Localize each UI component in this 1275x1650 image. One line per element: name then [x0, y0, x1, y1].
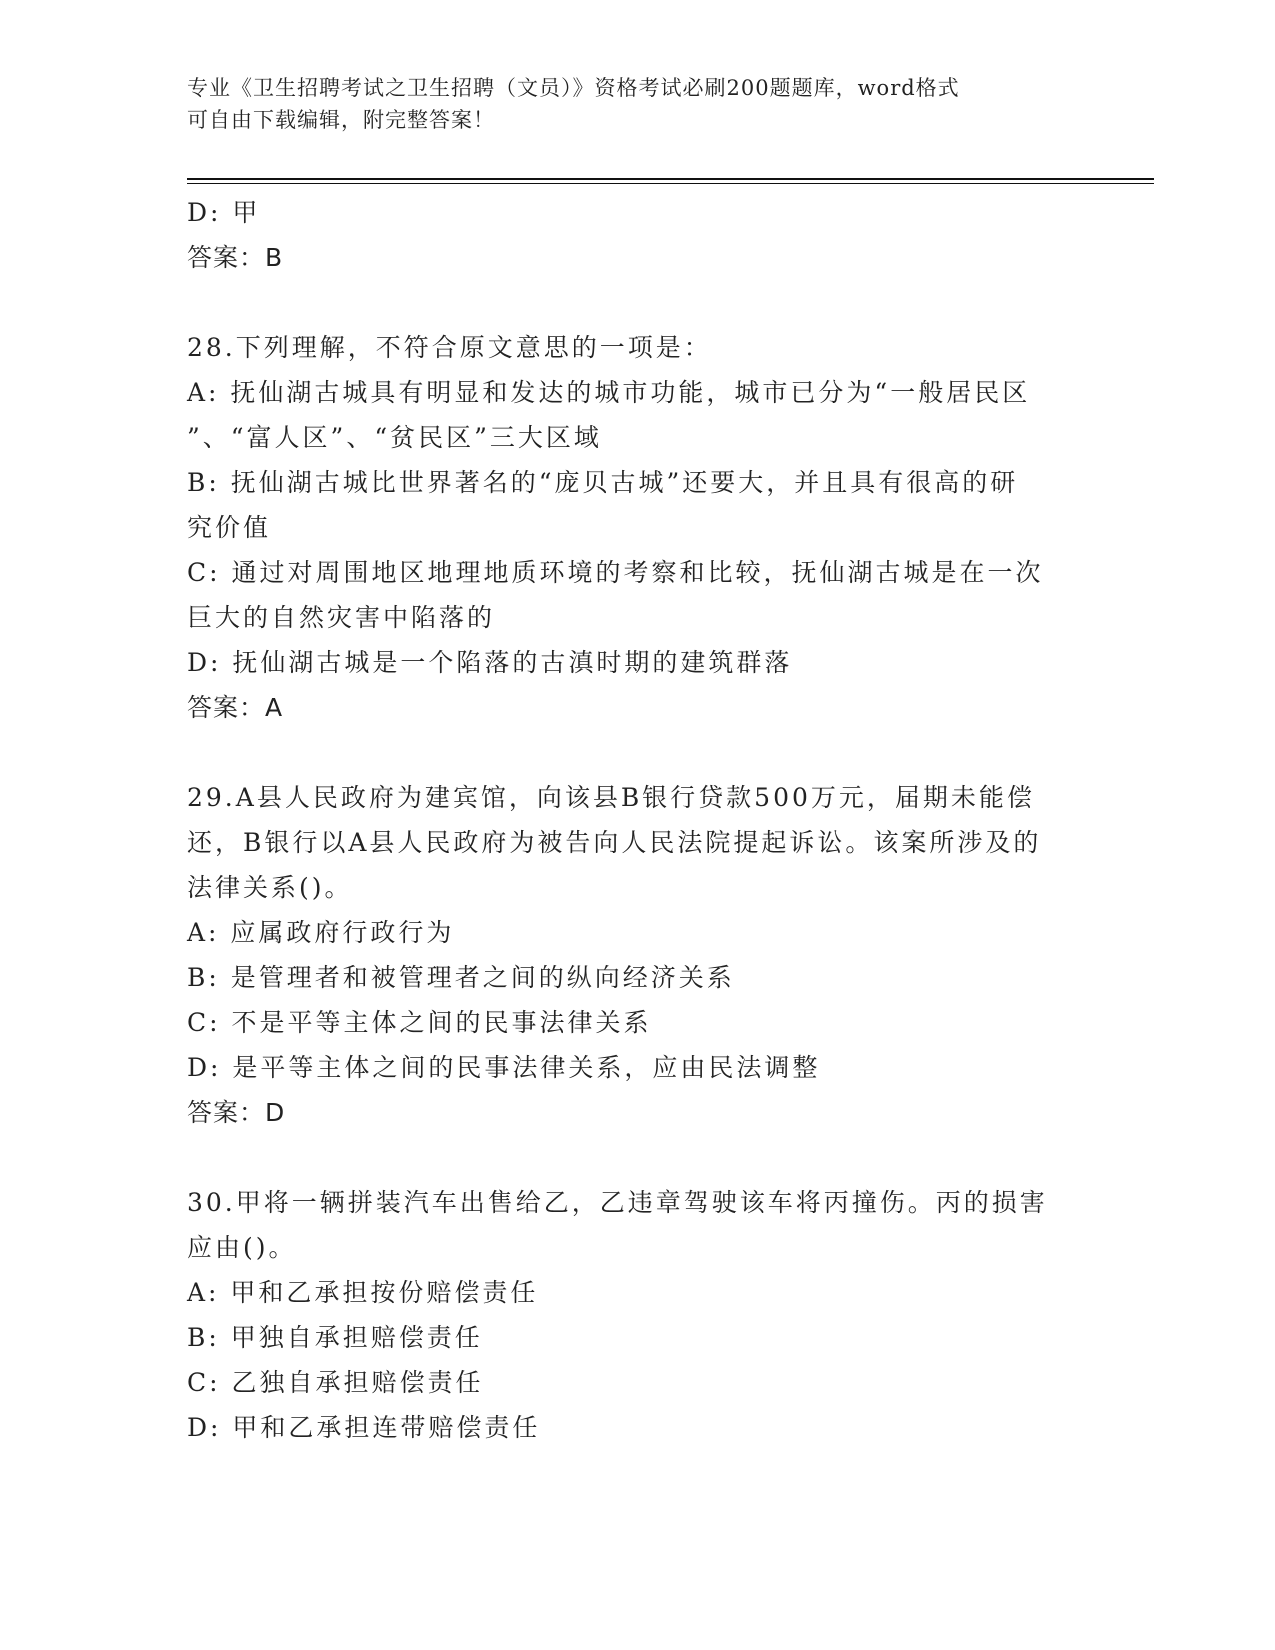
- option-b: B: 甲独自承担赔偿责任: [187, 1323, 483, 1352]
- answer: 答案：B: [187, 243, 284, 272]
- spacer: [187, 280, 1087, 325]
- header-divider-thin: [187, 183, 1154, 184]
- option-b: B: 是管理者和被管理者之间的纵向经济关系: [187, 963, 735, 992]
- option-a: A: 甲和乙承担按份赔偿责任: [187, 1278, 539, 1307]
- option-b: B: 抚仙湖古城比世界著名的“庞贝古城”还要大，并且具有很高的研: [187, 468, 1019, 497]
- answer: 答案：A: [187, 693, 284, 722]
- answer: 答案：D: [187, 1098, 286, 1127]
- question-stem-continued: 还，B银行以A县人民政府为被告向人民法院提起诉讼。该案所涉及的: [187, 828, 1042, 857]
- option-d: D: 甲和乙承担连带赔偿责任: [187, 1413, 541, 1442]
- question-29: [187, 775, 1087, 1135]
- option-b-continued: 究价值: [187, 513, 272, 542]
- option-d: D: 抚仙湖古城是一个陷落的古滇时期的建筑群落: [187, 648, 793, 677]
- question-stem-continued: 应由()。: [187, 1233, 297, 1262]
- spacer: [187, 730, 1087, 775]
- option-c: C: 乙独自承担赔偿责任: [187, 1368, 484, 1397]
- option-a-continued: ”、“富人区”、“贫民区”三大区域: [187, 423, 602, 452]
- question-30: [187, 1180, 1087, 1450]
- question-28: [187, 325, 1087, 730]
- question-stem: 30.甲将一辆拼装汽车出售给乙，乙违章驾驶该车将丙撞伤。丙的损害: [187, 1188, 1048, 1217]
- option-c: C: 不是平等主体之间的民事法律关系: [187, 1008, 652, 1037]
- question-27-tail: [187, 190, 1087, 280]
- option-d: D: 甲: [187, 198, 261, 227]
- option-a: A: 应属政府行政行为: [187, 918, 455, 947]
- header-divider-thick: [187, 178, 1154, 180]
- header-line-2: 可自由下载编辑，附完整答案！: [187, 108, 495, 132]
- document-body: [187, 190, 1087, 1450]
- question-stem-continued: 法律关系()。: [187, 873, 353, 902]
- spacer: [187, 1135, 1087, 1180]
- option-d: D: 是平等主体之间的民事法律关系，应由民法调整: [187, 1053, 821, 1082]
- option-c: C: 通过对周围地区地理地质环境的考察和比较，抚仙湖古城是在一次: [187, 558, 1044, 587]
- question-stem: 29.A县人民政府为建宾馆，向该县B银行贷款500万元，届期未能偿: [187, 783, 1035, 812]
- question-stem: 28.下列理解，不符合原文意思的一项是：: [187, 333, 712, 362]
- page-header: [187, 72, 1067, 136]
- option-c-continued: 巨大的自然灾害中陷落的: [187, 603, 496, 632]
- option-a: A: 抚仙湖古城具有明显和发达的城市功能，城市已分为“一般居民区: [187, 378, 1031, 407]
- header-line-1: 专业《卫生招聘考试之卫生招聘（文员）》资格考试必刷200题题库，word格式: [187, 76, 960, 100]
